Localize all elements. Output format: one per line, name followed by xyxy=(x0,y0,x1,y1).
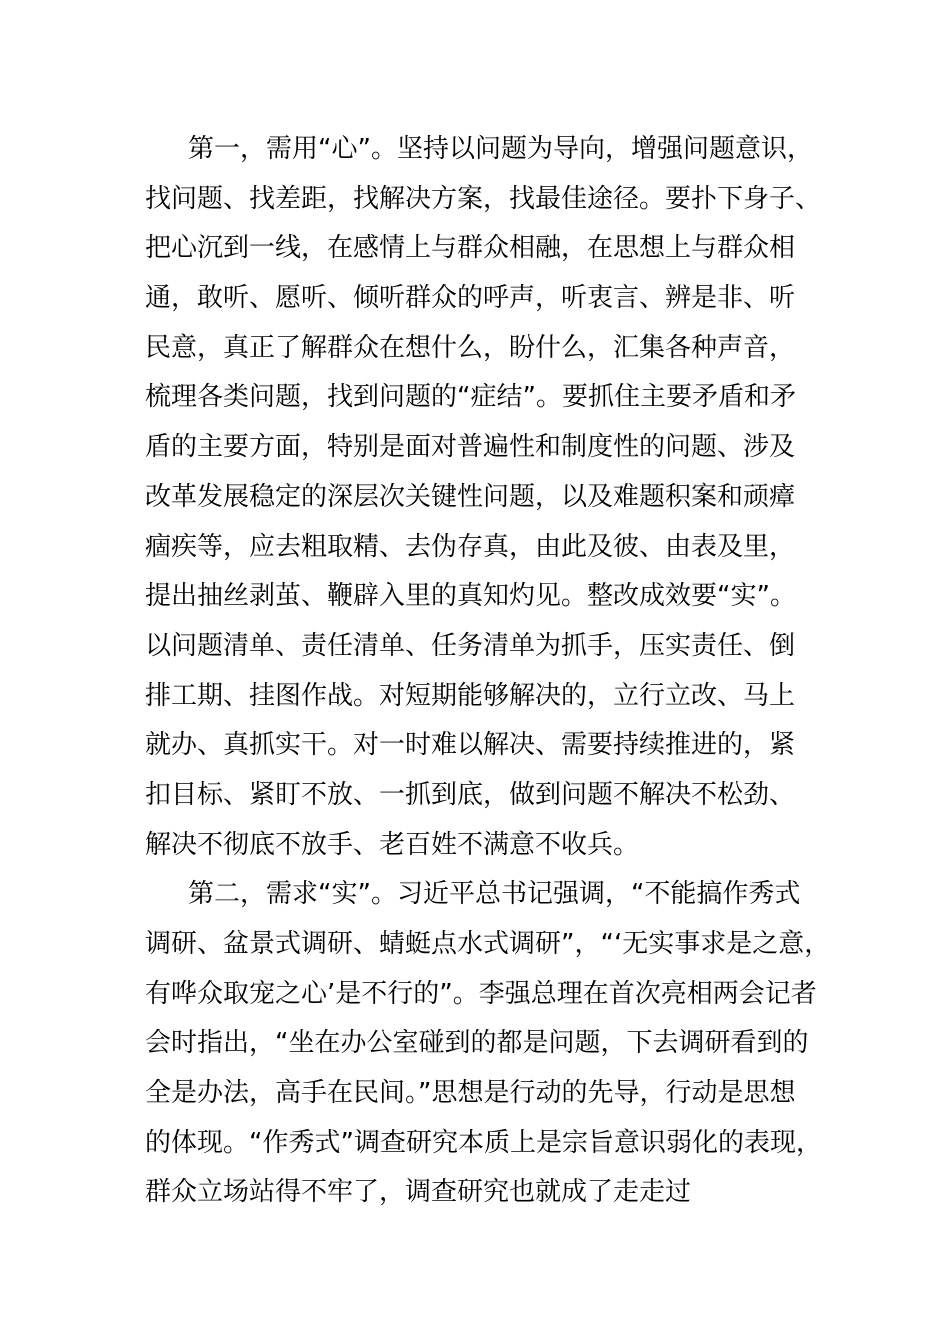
paragraph-1-line-2: 找问题、找差距，找解决方案，找最佳途径。要扑下身子、 xyxy=(145,183,822,214)
paragraph-1-line-5: 民意，真正了解群众在想什么，盼什么，汇集各种声音， xyxy=(145,332,796,363)
paragraph-2-line-2: 调研、盆景式调研、蜻蜓点水式调研”，“‘无实事求是之意， xyxy=(145,929,831,959)
paragraph-1-line-1: 第一，需用“心”。坚持以问题为导向，增强问题意识， xyxy=(188,134,813,164)
paragraph-2-line-3: 有哗众取宠之心’是不行的”。李强总理在首次亮相两会记者 xyxy=(145,978,817,1009)
paragraph-1-line-15: 解决不彻底不放手、老百姓不满意不收兵。 xyxy=(145,829,640,860)
paragraph-1-line-13: 就办、真抓实干。对一时难以解决、需要持续推进的，紧 xyxy=(145,730,796,761)
paragraph-2-line-7: 群众立场站得不牢了，调查研究也就成了走走过 xyxy=(145,1177,692,1208)
paragraph-2-line-1: 第二，需求“实”。习近平总书记强调，“不能搞作秀式 xyxy=(188,879,801,910)
paragraph-1-line-3: 把心沉到一线，在感情上与群众相融，在思想上与群众相 xyxy=(145,233,796,264)
paragraph-1-line-14: 扣目标、紧盯不放、一抓到底，做到问题不解决不松劲、 xyxy=(145,779,796,810)
paragraph-2-line-4: 会时指出，“坐在办公室碰到的都是问题，下去调研看到的 xyxy=(145,1028,809,1059)
paragraph-1-line-7: 盾的主要方面，特别是面对普遍性和制度性的问题、涉及 xyxy=(145,432,796,463)
paragraph-1-line-12: 排工期、挂图作战。对短期能够解决的，立行立改、马上 xyxy=(145,680,796,711)
paragraph-1-line-9: 痼疾等，应去粗取精、去伪存真，由此及彼、由表及里， xyxy=(145,531,796,562)
paragraph-1-line-11: 以问题清单、责任清单、任务清单为抓手，压实责任、倒 xyxy=(145,630,796,661)
paragraph-1-line-8: 改革发展稳定的深层次关键性问题，以及难题积案和顽瘴 xyxy=(145,481,796,512)
body-text xyxy=(145,125,831,1218)
paragraph-1-line-10: 提出抽丝剥茧、鞭辟入里的真知灼见。整改成效要“实”。 xyxy=(145,581,796,612)
paragraph-2-line-6: 的体现。“作秀式”调查研究本质上是宗旨意识弱化的表现， xyxy=(145,1127,822,1158)
paragraph-2-line-5: 全是办法，高手在民间。”思想是行动的先导，行动是思想 xyxy=(145,1078,796,1109)
paragraph-1-line-4: 通，敢听、愿听、倾听群众的呼声，听衷言、辨是非、听 xyxy=(145,283,796,314)
paragraph-1-line-6: 梳理各类问题，找到问题的“症结”。要抓住主要矛盾和矛 xyxy=(145,382,796,413)
